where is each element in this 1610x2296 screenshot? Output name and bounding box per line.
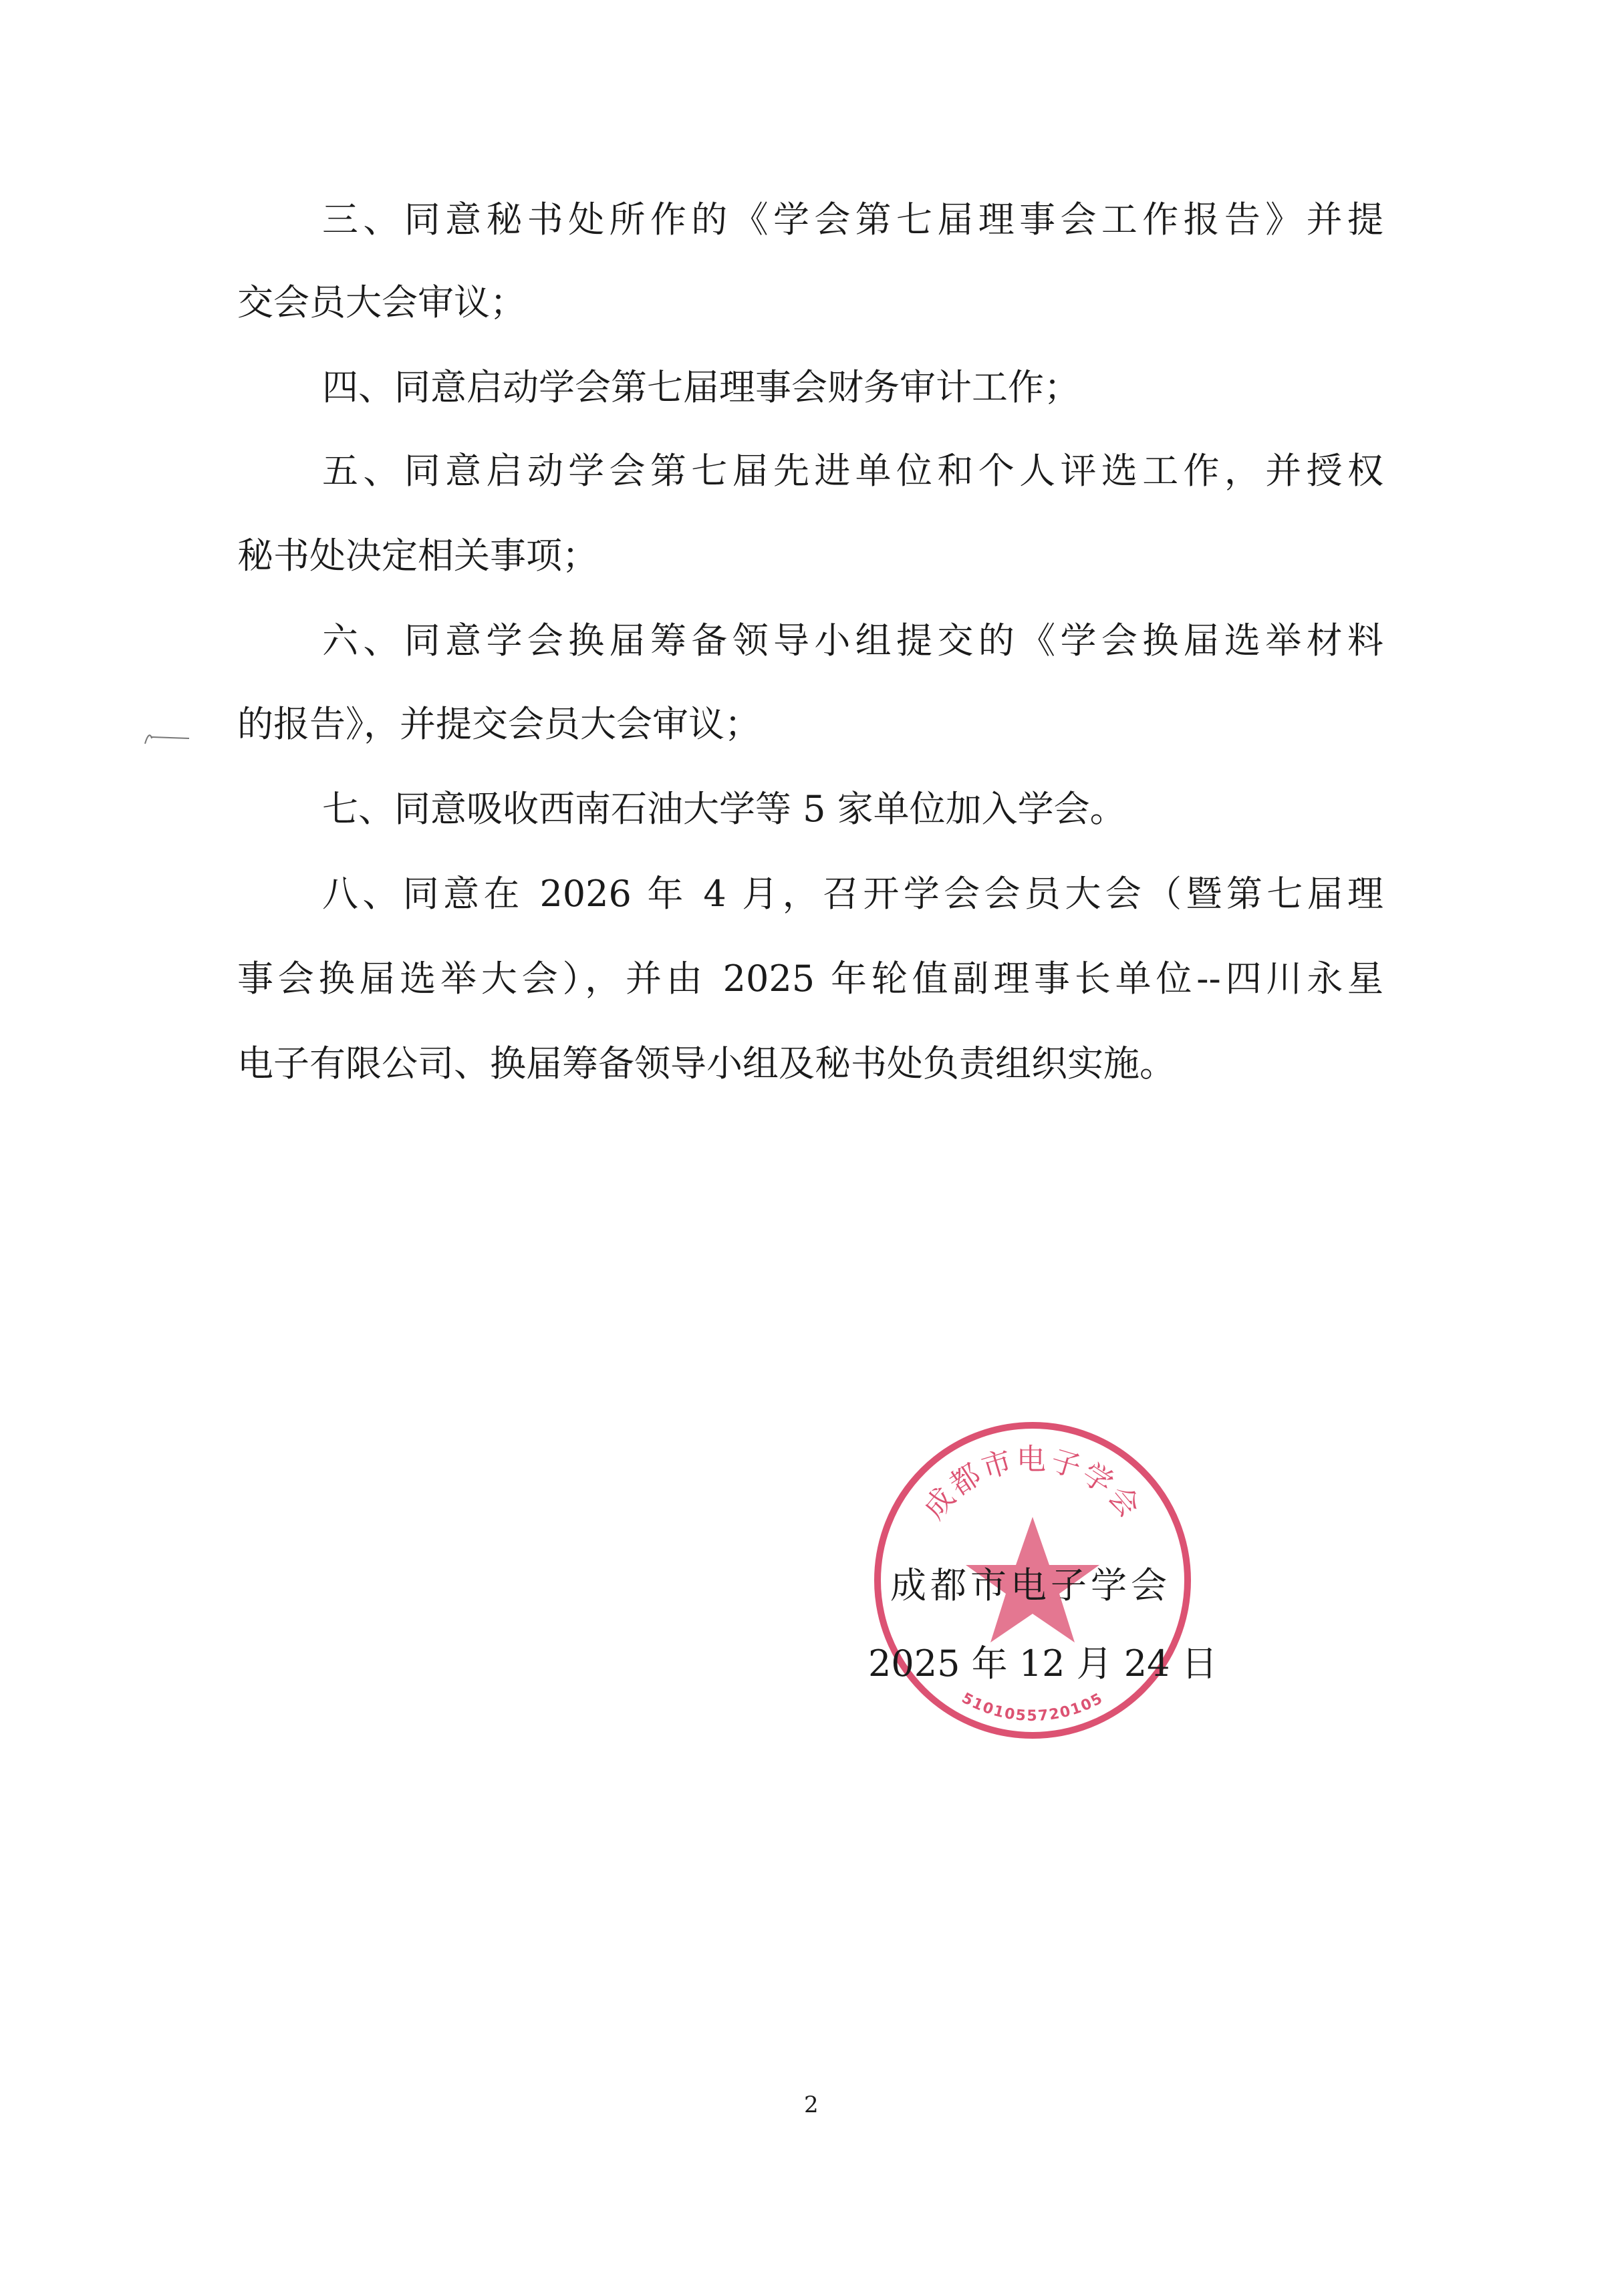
paragraph-line: 的报告》，并提交会员大会审议； bbox=[237, 703, 761, 745]
signature-org: 成都市电子学会 bbox=[890, 1564, 1171, 1606]
paragraph-line: 六、同意学会换届筹备领导小组提交的《学会换届选举材料 bbox=[322, 619, 1383, 662]
page-number: 2 bbox=[804, 2092, 819, 2118]
paragraph-line: 秘书处决定相关事项； bbox=[237, 535, 598, 577]
seal-name-text: 成都市电子学会 bbox=[917, 1442, 1148, 1526]
paragraph-line: 事会换届选举大会），并由 2025 年轮值副理事长单位--四川永星 bbox=[237, 958, 1383, 1000]
paragraph-line: 三、同意秘书处所作的《学会第七届理事会工作报告》并提 bbox=[322, 198, 1383, 241]
paragraph-line: 八、同意在 2026 年 4 月，召开学会会员大会（暨第七届理 bbox=[322, 873, 1383, 915]
seal-code-text: 5101055720105 bbox=[958, 1689, 1107, 1725]
paragraph-line: 五、同意启动学会第七届先进单位和个人评选工作，并授权 bbox=[322, 450, 1383, 492]
signature-date: 2025 年 12 月 24 日 bbox=[868, 1642, 1218, 1685]
paragraph-line: 电子有限公司、换届筹备领导小组及秘书处负责组织实施。 bbox=[237, 1042, 1176, 1085]
pen-mark bbox=[144, 732, 190, 745]
paragraph-line: 交会员大会审议； bbox=[237, 281, 526, 323]
paragraph-line: 四、同意启动学会第七届理事会财务审计工作； bbox=[322, 366, 1080, 408]
paragraph-line: 七、同意吸收西南石油大学等 5 家单位加入学会。 bbox=[322, 788, 1126, 830]
